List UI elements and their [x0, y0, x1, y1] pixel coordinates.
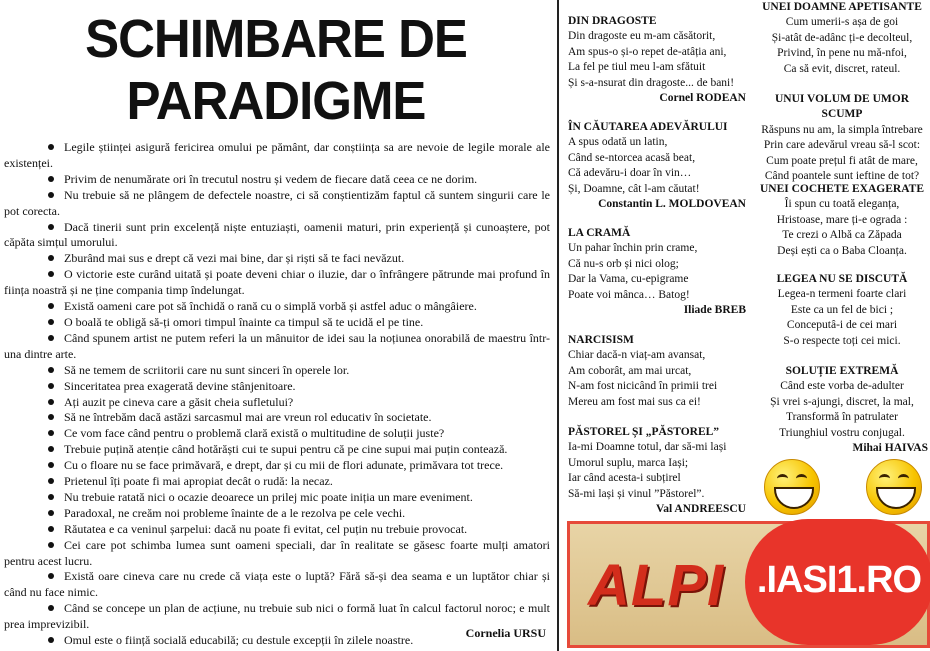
epigram — [756, 92, 928, 184]
epigram-line: Poate voi mânca… Batog! — [568, 288, 690, 301]
aphorism-list — [4, 140, 550, 649]
smiley-left-icon — [764, 459, 820, 515]
aphorism-text: Nu trebuie ratată nici o ocazie deoarece un prilej mic poate iniția un mare eveniment. — [64, 489, 473, 504]
bullet-icon — [48, 510, 54, 516]
epigram — [568, 14, 746, 106]
aphorism-item — [4, 538, 550, 570]
epigram-line: Cum umerii-s așa de goi — [785, 16, 899, 29]
aphorism-text: Privim de nenumărate ori în trecutul nostru și vedem de fiecare dată ceea ce ne dorim. — [64, 171, 478, 186]
article-title-line-2: PARADIGME — [126, 70, 426, 131]
epigram-line: Umorul suplu, marca Iași; — [568, 456, 689, 469]
aphorism-text: Când se concepe un plan de acțiune, nu trebuie sub nici o formă luat în calcul factorul noroc; e mult prea imprevizibil. — [4, 601, 550, 632]
epigram-title: PĂSTOREL ȘI „PĂSTOREL” — [568, 426, 720, 438]
epigram — [568, 425, 746, 517]
bullet-icon — [48, 478, 54, 484]
bullet-icon — [48, 494, 54, 500]
epigram-line: Când este vorba de-adulter — [780, 380, 904, 393]
aphorism-text: Zburând mai sus e drept că vezi mai bine, dar și riști să te faci nevăzut. — [64, 251, 405, 266]
aphorism-text: Cei care pot schimba lumea sunt oameni speciali, dar în realitate se găsesc foarte mulți amatori pentru acest lucru. — [4, 537, 550, 568]
epigram-line: Triunghiul vostru conjugal. — [779, 426, 905, 439]
aphorism-item — [4, 172, 550, 188]
epigram-line: Și-atât de-adânc ți-e decolteul, — [771, 31, 913, 44]
epigram-title: LA CRAMĂ — [568, 227, 631, 239]
epigram-line: Prin care adevărul vreau să-l scot: — [763, 139, 921, 152]
bullet-icon — [48, 383, 54, 389]
epigram-line: La fel pe tiul meu l-am sfătuit — [568, 61, 706, 74]
bullet-icon — [48, 367, 54, 373]
bullet-icon — [48, 192, 54, 198]
site-badge[interactable] — [745, 519, 930, 645]
aphorism-item — [4, 363, 550, 379]
aphorism-text: Ați auzit pe cineva care a găsit cheia sufletului? — [64, 394, 294, 409]
epigram-line: Și vrei s-ajungi, discret, la mal, — [770, 395, 914, 408]
aphorism-text: Sinceritatea prea exagerată devine stânjenitoare. — [64, 378, 296, 393]
aphorism-item — [4, 299, 550, 315]
epigram — [568, 226, 746, 318]
bullet-icon — [48, 255, 54, 261]
epigram — [568, 120, 746, 212]
aphorism-text: Prietenul îți poate fi mai apropiat decât o rudă: la necaz. — [64, 474, 333, 489]
epigram-line: Chiar dacă-n viaț-am avansat, — [568, 349, 706, 362]
epigram-line: Am spus-o și-o repet de-atâția ani, — [568, 45, 727, 58]
epigram-author: Mihai HAIVAS — [852, 442, 928, 455]
aphorism-item — [4, 251, 550, 267]
aphorism-item — [4, 506, 550, 522]
bullet-icon — [48, 224, 54, 230]
bullet-icon — [48, 271, 54, 277]
epigram-line: Mereu am fost mai sus ca ei! — [568, 395, 701, 408]
bullet-icon — [48, 446, 54, 452]
banner-logo-text: ALPI — [588, 553, 725, 618]
bullet-icon — [48, 637, 54, 643]
aphorism-item — [4, 426, 550, 442]
bullet-icon — [48, 399, 54, 405]
aphorism-item — [4, 569, 550, 601]
epigram-line: Un pahar închin prin crame, — [568, 242, 698, 255]
epigram-title: ÎN CĂUTAREA ADEVĂRULUI — [568, 121, 728, 133]
epigram-author: Iliade BREB — [683, 304, 746, 317]
epigram-line: Când se-ntorcea acasă beat, — [568, 151, 696, 164]
bullet-icon — [48, 414, 54, 420]
aphorism-item — [4, 442, 550, 458]
epigram-author: Val ANDREESCU — [655, 503, 746, 516]
epigram-title: LEGEA NU SE DISCUTĂ — [776, 273, 908, 285]
aphorism-text: Paradoxal, ne creăm noi probleme înainte de a le rezolva pe cele vechi. — [64, 505, 406, 520]
epigram-line: S-o respecte toți cei mici. — [783, 334, 901, 347]
epigram-line: Că nu-s orb și nici olog; — [568, 257, 679, 270]
aphorism-item — [4, 458, 550, 474]
aphorism-item — [4, 331, 550, 363]
epigram-line: Privind, în pene nu mă-nfoi, — [777, 47, 907, 60]
epigram-title: UNUI VOLUM DE UMOR SCUMP — [774, 93, 910, 121]
aphorism-text: Omul este o ființă socială educabilă; cu destule excepții în zilele noastre. — [64, 633, 414, 648]
aphorism-text: Cu o floare nu se face primăvară, e drept, dar și cu mii de flori adunate, primăvara tot trece. — [64, 458, 504, 473]
aphorism-text: O boală te obligă să-ți omori timpul înainte ca timpul să te ucidă el pe tine. — [64, 314, 424, 329]
aphorism-item — [4, 474, 550, 490]
epigram-line: Dar la Vama, cu-epigrame — [568, 273, 689, 286]
aphorism-text: Există oare cineva care nu crede că viața este o luptă? Fără să-și dea seama e un luptător chiar și când nu face nimic. — [4, 569, 550, 600]
epigram-line: Este ca un fel de bici ; — [790, 303, 894, 316]
aphorism-text: Dacă tinerii sunt prin excelență niște entuziaști, oamenii maturi, prin experiență și cunoaștere, pot căpăta simțul umorului. — [4, 219, 550, 250]
aphorism-text: Când spunem artist ne putem referi la un mânuitor de idei sau la noțiunea onorabilă de maestru într-una dintre arte. — [4, 330, 550, 361]
aphorism-item — [4, 379, 550, 395]
bullet-icon — [48, 319, 54, 325]
bullet-icon — [48, 605, 54, 611]
epigram — [756, 364, 928, 456]
epigram-title: UNEI COCHETE EXAGERATE — [759, 183, 924, 195]
epigram-line: Am coborât, am mai urcat, — [568, 364, 692, 377]
epigram-line: Transformă în patrulater — [786, 411, 898, 424]
epigram-line: Ca să evit, discret, rateul. — [783, 62, 901, 75]
column-divider — [557, 0, 559, 651]
aphorism-text: Există oameni care pot să închidă o rană cu o simplă vorbă și astfel aduc o mângâiere. — [64, 299, 477, 314]
epigram-line: N-am fost nicicând în primii trei — [568, 380, 718, 393]
bullet-icon — [48, 176, 54, 182]
aphorism-text: Ce vom face când pentru o problemă clară există o multitudine de soluții juste? — [64, 426, 445, 441]
epigram-title: UNEI DOAMNE APETISANTE — [762, 1, 922, 13]
aphorism-text: Să ne întrebăm dacă astăzi sarcasmul mai are vreun rol educativ în societate. — [64, 410, 432, 425]
aphorism-text: Nu trebuie să ne plângem de defectele noastre, ci să conștientizăm faptul că suntem singurii care le pot corecta. — [4, 187, 550, 218]
bullet-icon — [48, 144, 54, 150]
aphorism-text: Răutatea e ca veninul șarpelui: dacă nu poate fi evitat, cel puțin nu trebuie provocat. — [64, 521, 468, 536]
aphorism-text: O victorie este curând uitată și poate deveni chiar o iluzie, dar o înfrângere pătrunde mai profund în ființa noastră și ne ține compania timp îndelungat. — [4, 267, 550, 298]
epigram-line: Îi spun cu toată eleganța, — [784, 198, 900, 211]
aphorism-item — [4, 220, 550, 252]
aphorism-item — [4, 188, 550, 220]
epigram — [756, 0, 928, 77]
aphorism-item — [4, 140, 550, 172]
epigram-line: Cum poate prețul fi atât de mare, — [766, 154, 918, 167]
aphorism-item — [4, 315, 550, 331]
epigram-line: Și s-a-nsurat din dragoste... de bani! — [568, 76, 735, 89]
bullet-icon — [48, 462, 54, 468]
epigram — [756, 182, 928, 259]
epigram-line: Hristoase, mare ți-e ograda : — [776, 213, 908, 226]
epigram-line: Și, Doamne, cât l-am căutat! — [568, 182, 700, 195]
epigram-line: A spus odată un latin, — [568, 136, 668, 149]
bullet-icon — [48, 335, 54, 341]
epigram-line: Când poantele sunt ieftine de tot? — [764, 170, 920, 183]
bullet-icon — [48, 430, 54, 436]
bullet-icon — [48, 542, 54, 548]
aphorism-text: Trebuie puțină atenție când hotărăști cui te supui pentru că pe cine supui mai puțin contează. — [64, 442, 508, 457]
epigram-line: Deși ești ca o Baba Cloanța. — [777, 244, 907, 257]
epigram-line: Să-mi lași și vinul ”Păstorel”. — [568, 487, 705, 500]
epigram-line: Conceputâ-i de cei mari — [786, 319, 898, 332]
aphorism-item — [4, 522, 550, 538]
aphorism-item — [4, 267, 550, 299]
article-author: Cornelia URSU — [465, 626, 546, 640]
aphorism-text: Legile științei asigură fericirea omului pe pământ, dar conștiința sa are nevoie de legile morale ale existenței. — [4, 140, 550, 170]
epigram-line: Că adevăru-i doar în vin… — [568, 167, 692, 180]
bullet-icon — [48, 573, 54, 579]
epigram-line: Ia-mi Doamne totul, dar să-mi lași — [568, 441, 727, 454]
epigram-line: Iar când acesta-i subțirel — [568, 472, 681, 485]
epigram-title: NARCISISM — [568, 334, 634, 346]
site-badge-text: .IASI1.RO — [756, 559, 922, 601]
bullet-icon — [48, 303, 54, 309]
smiley-right-icon — [866, 459, 922, 515]
epigram-line: Din dragoste eu m-am căsătorit, — [568, 30, 716, 43]
epigram-author: Constantin L. MOLDOVEAN — [598, 198, 746, 211]
epigram-title: DIN DRAGOSTE — [568, 15, 657, 27]
aphorism-item — [4, 490, 550, 506]
bullet-icon — [48, 526, 54, 532]
epigram-line: Răspuns nu am, la simpla întrebare — [761, 123, 923, 136]
aphorism-item — [4, 395, 550, 411]
epigram — [756, 272, 928, 349]
epigram-author: Cornel RODEAN — [659, 92, 746, 105]
aphorism-item — [4, 410, 550, 426]
epigram-line: Legea-n termeni foarte clari — [777, 288, 907, 301]
epigram — [568, 333, 746, 410]
article-title-line-1: SCHIMBARE DE — [85, 8, 467, 69]
epigram-title: SOLUȚIE EXTREMĂ — [785, 365, 899, 377]
aphorism-text: Să ne temem de scriitorii care nu sunt sinceri în operele lor. — [64, 362, 350, 377]
epigram-line: Te crezi o Albă ca Zăpada — [782, 229, 902, 242]
